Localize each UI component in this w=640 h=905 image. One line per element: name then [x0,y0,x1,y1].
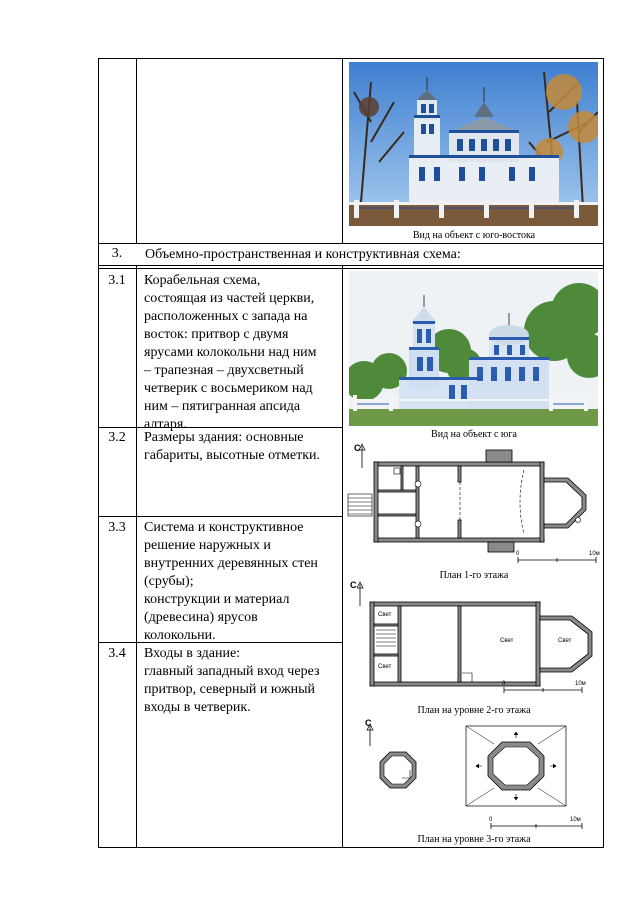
plan2-scale-ten: 10м [575,681,586,687]
caption-plan-3: План на уровне 3-го этажа [417,834,531,845]
row-divider-31-double-a [98,265,604,266]
plan2-light-2: Свет [378,664,392,670]
plan2-north-letter: С [350,580,357,590]
plan1-scale-ten: 10м [589,551,600,557]
plan2-light-3: Свет [500,638,514,644]
row-text-3-4: Входы в здание: главный западный вход через притвор, северный и южный входы в четверик. [144,646,320,715]
col-divider-1 [136,58,137,243]
row-text-3-2: Размеры здания: основные габариты, высотные отметки. [144,430,321,463]
plan2-scale-zero: 0 [502,681,506,687]
plan2-light-1: Свет [378,612,392,618]
table-border-left [98,58,99,848]
row-text-3-3: Система и конструктивное решение наружных и внутренних деревянных стен (срубы); конструкции и материал (древесина) ярусов колокольни. [144,520,318,643]
plan-floor-3 [346,716,601,832]
row-number-3-1: 3.1 [108,273,126,288]
plan3-scale-ten: 10м [570,817,581,823]
plan-floor-1 [346,440,601,570]
photo-southeast-view [349,62,598,226]
row-number-3-4: 3.4 [108,646,126,661]
table-border-bottom [98,847,604,848]
plan1-north-letter: С [354,443,361,453]
plan1-scale-zero: 0 [516,551,520,557]
col-divider-2 [342,58,343,243]
col-divider-1b [136,266,137,847]
caption-southeast: Вид на объект с юго-востока [412,230,536,241]
caption-south: Вид на объект с юга [431,429,517,440]
plan3-north-letter: С [365,718,372,728]
row-text-3-1: Корабельная схема, состоящая из частей церкви, расположенных с запада на восток: притвор с двумя ярусами колокольни над ним – трапезная – двухсветный четверик с восьмериком над ним – пятигранная апсида алтаря. [144,273,317,432]
row-divider-31-double-b [98,268,604,269]
col-divider-2b [342,266,343,847]
row-number-3-2: 3.2 [108,430,126,445]
table-border-right [603,58,604,848]
plan2-light-4: Свет [558,638,572,644]
row-divider-3 [98,243,604,244]
caption-plan-1: План 1-го этажа [439,570,509,581]
row3-title: Объемно-пространственная и конструктивная схема: [145,247,461,262]
table-border-top [98,58,604,59]
row3-number: 3. [111,246,123,261]
photo-south-view [349,271,598,426]
caption-plan-2: План на уровне 2-го этажа [417,705,531,716]
row-divider-33 [98,516,343,517]
row-number-3-3: 3.3 [108,520,126,535]
plan3-scale-zero: 0 [489,817,493,823]
